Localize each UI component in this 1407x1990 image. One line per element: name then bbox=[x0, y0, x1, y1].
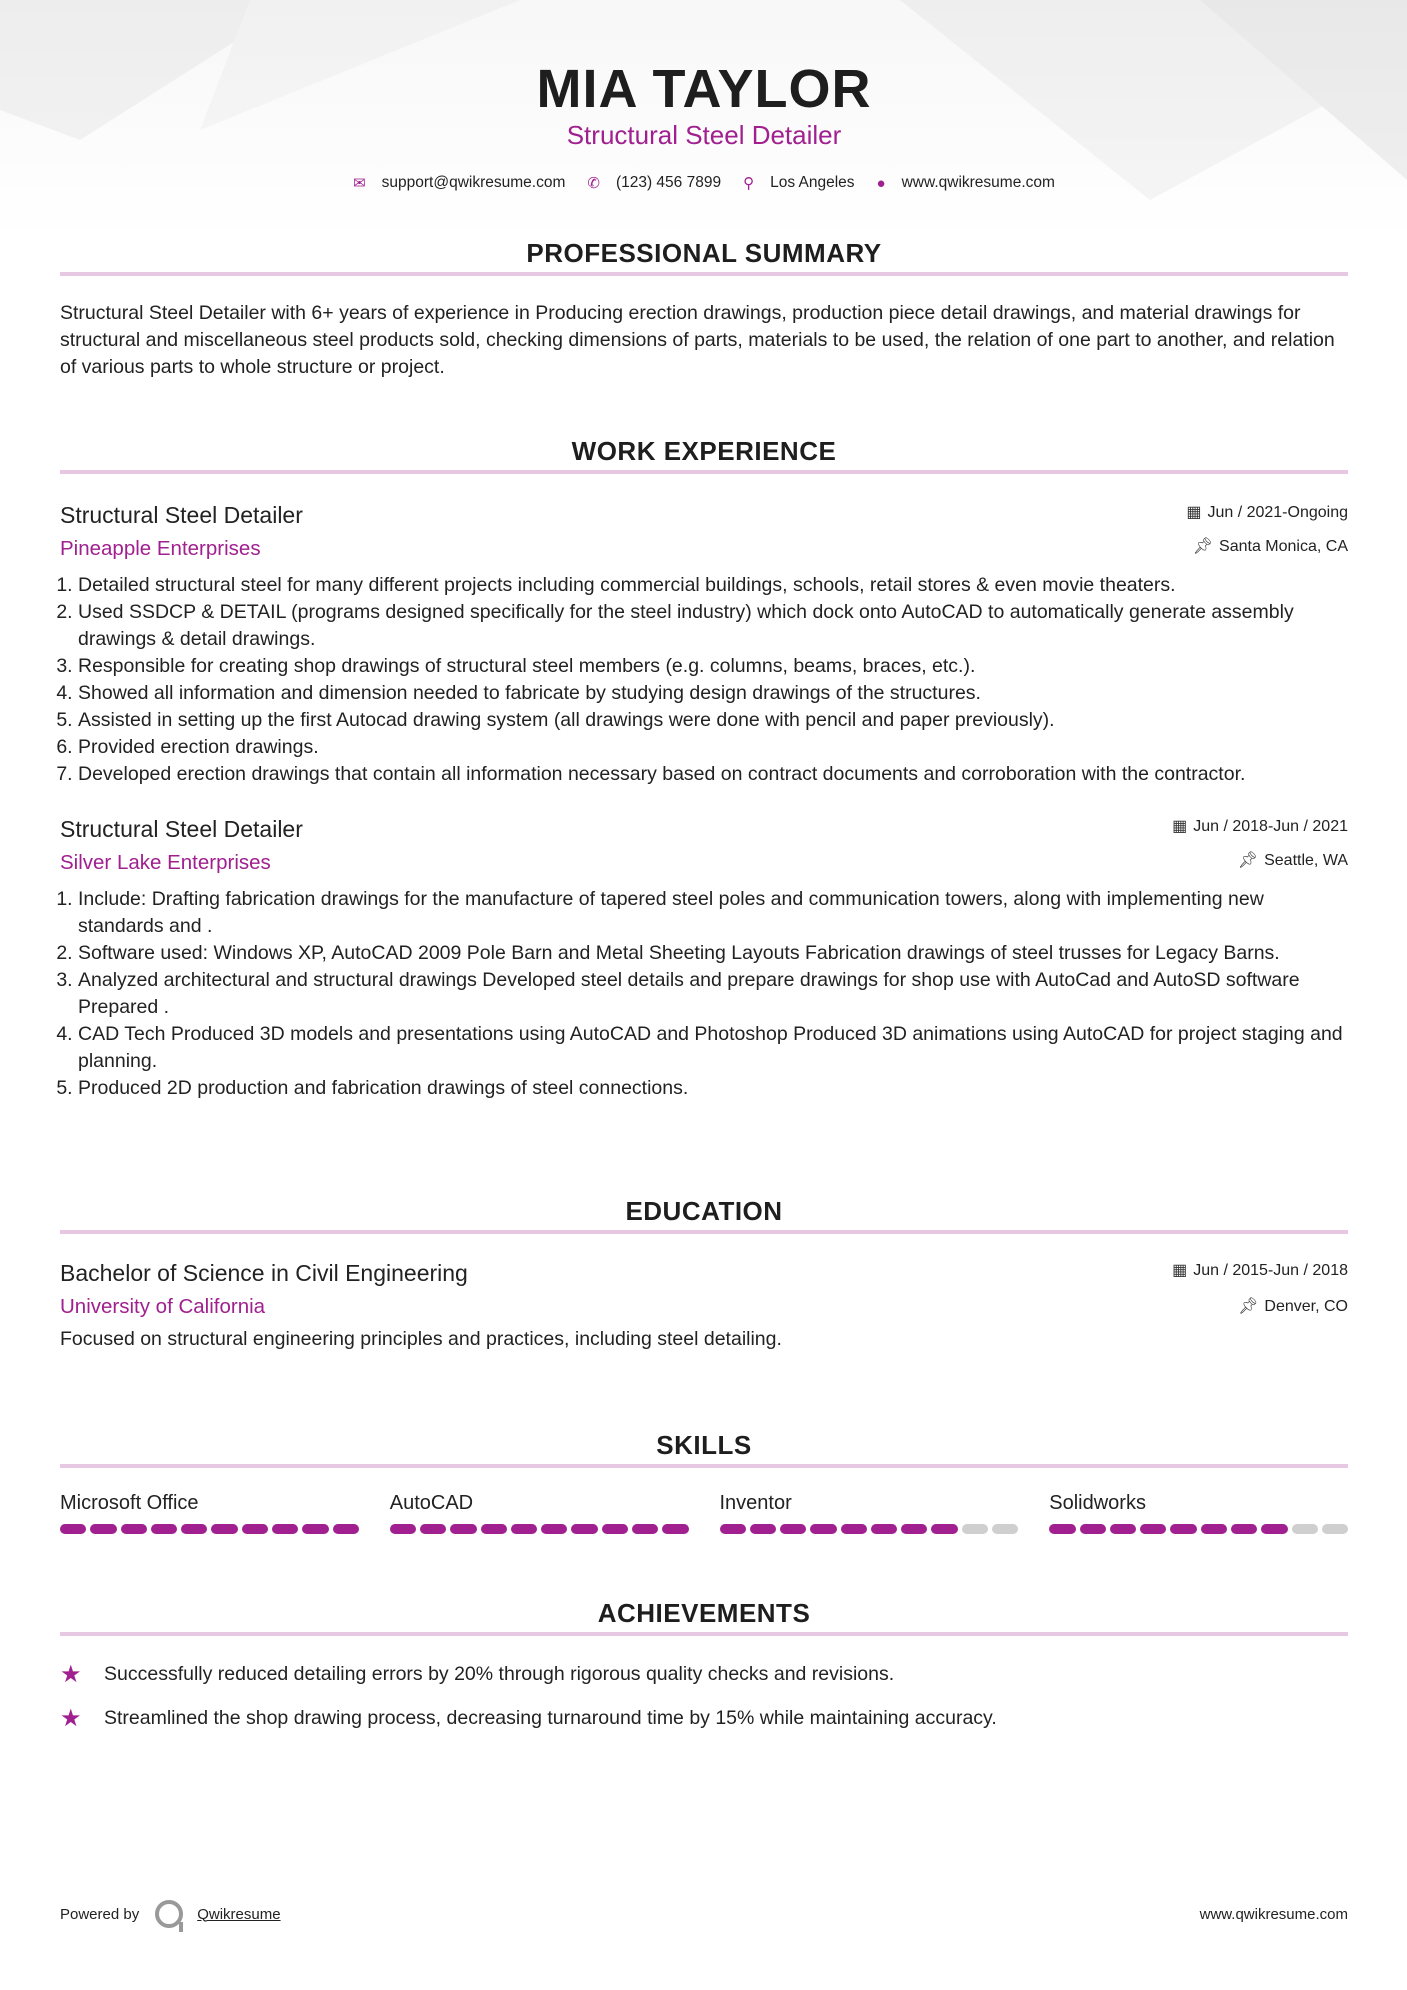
skill-item bbox=[1049, 1486, 1348, 1534]
skill-level-segment bbox=[1201, 1524, 1227, 1534]
skill-level-segment bbox=[750, 1524, 776, 1534]
pin-icon: 📌︎ bbox=[1192, 538, 1214, 555]
experience-section bbox=[60, 436, 1348, 1102]
qwikresume-link[interactable]: Qwikresume bbox=[197, 1905, 281, 1923]
envelope-icon: ✉ bbox=[353, 175, 366, 192]
skill-level-segment bbox=[992, 1524, 1018, 1534]
section-heading: WORK EXPERIENCE bbox=[571, 436, 837, 466]
education-entry bbox=[60, 1256, 1348, 1353]
skill-level-segment bbox=[1170, 1524, 1196, 1534]
job-title: Structural Steel Detailer bbox=[60, 502, 303, 528]
skill-level-segment bbox=[780, 1524, 806, 1534]
section-divider bbox=[60, 1464, 1348, 1468]
star-icon: ★ bbox=[60, 1704, 82, 1732]
list-item: 1. Detailed structural steel for many different projects including commercial buildings, schools, retail stores & even movie theaters. bbox=[78, 572, 1348, 599]
skill-level-bar bbox=[720, 1524, 1019, 1534]
job-date: ▦ Jun / 2021-Ongoing bbox=[1186, 504, 1348, 521]
skill-level-segment bbox=[1261, 1524, 1287, 1534]
list-item: 2. Used SSDCP & DETAIL (programs designed specifically for the steel industry) which dock onto AutoCAD to automatically generate assembly drawings & detail drawings. bbox=[78, 599, 1348, 653]
skill-level-segment bbox=[511, 1524, 537, 1534]
skill-level-segment bbox=[60, 1524, 86, 1534]
contact-website[interactable]: www.qwikresume.com bbox=[901, 174, 1055, 191]
skill-level-segment bbox=[121, 1524, 147, 1534]
skill-level-segment bbox=[211, 1524, 237, 1534]
skill-level-segment bbox=[420, 1524, 446, 1534]
footer-website[interactable]: www.qwikresume.com bbox=[1199, 1905, 1348, 1923]
skill-level-segment bbox=[871, 1524, 897, 1534]
skill-level-segment bbox=[541, 1524, 567, 1534]
achievement-item: ★ Successfully reduced detailing errors by 20% through rigorous quality checks and revisions. bbox=[60, 1660, 895, 1688]
skill-level-segment bbox=[272, 1524, 298, 1534]
job-entry bbox=[60, 812, 1348, 1102]
education-section bbox=[60, 1196, 1348, 1353]
list-item: 1. Include: Drafting fabrication drawings for the manufacture of tapered steel poles and communication towers, along with implementing new standards and . bbox=[78, 886, 1348, 940]
skill-level-segment bbox=[962, 1524, 988, 1534]
skill-level-segment bbox=[302, 1524, 328, 1534]
skill-level-segment bbox=[90, 1524, 116, 1534]
skill-level-segment bbox=[1140, 1524, 1166, 1534]
skill-level-segment bbox=[1231, 1524, 1257, 1534]
phone-icon: ✆ bbox=[587, 175, 600, 192]
skill-level-segment bbox=[810, 1524, 836, 1534]
achievements-section bbox=[60, 1598, 1348, 1740]
skill-level-bar bbox=[390, 1524, 689, 1534]
skill-item bbox=[390, 1486, 689, 1534]
skill-level-bar bbox=[60, 1524, 359, 1534]
skills-section bbox=[60, 1430, 1348, 1534]
skill-level-segment bbox=[390, 1524, 416, 1534]
powered-by-label: Powered by bbox=[60, 1905, 140, 1923]
skill-level-segment bbox=[1049, 1524, 1075, 1534]
list-item: 3. Responsible for creating shop drawings of structural steel members (e.g. columns, beams, braces, etc.). bbox=[78, 653, 1348, 680]
skill-level-segment bbox=[450, 1524, 476, 1534]
list-item: 6. Provided erection drawings. bbox=[78, 734, 1348, 761]
job-company: Pineapple Enterprises bbox=[60, 537, 261, 560]
job-entry bbox=[60, 498, 1348, 788]
education-location: 📌︎ Denver, CO bbox=[1238, 1298, 1348, 1315]
skill-level-segment bbox=[1110, 1524, 1136, 1534]
section-heading: SKILLS bbox=[656, 1430, 752, 1460]
list-item: 4. CAD Tech Produced 3D models and presentations using AutoCAD and Photoshop Produced 3D animations using AutoCAD for project staging and planning. bbox=[78, 1021, 1348, 1075]
candidate-title: Structural Steel Detailer bbox=[566, 120, 842, 150]
skill-item bbox=[720, 1486, 1019, 1534]
job-title: Structural Steel Detailer bbox=[60, 816, 303, 842]
section-heading: PROFESSIONAL SUMMARY bbox=[526, 238, 882, 268]
contact-phone: (123) 456 7899 bbox=[615, 174, 722, 191]
calendar-icon: ▦ bbox=[1172, 818, 1188, 835]
star-icon: ★ bbox=[60, 1660, 82, 1688]
contact-email[interactable]: support@qwikresume.com bbox=[381, 174, 566, 191]
school: University of California bbox=[60, 1295, 266, 1318]
section-divider bbox=[60, 1632, 1348, 1636]
job-company: Silver Lake Enterprises bbox=[60, 851, 271, 874]
job-bullets bbox=[60, 886, 1348, 1102]
job-location: 📌︎ Santa Monica, CA bbox=[1192, 538, 1348, 555]
section-divider bbox=[60, 470, 1348, 474]
candidate-name: MIA TAYLOR bbox=[536, 59, 872, 119]
skill-level-segment bbox=[181, 1524, 207, 1534]
globe-icon: ● bbox=[876, 174, 886, 192]
list-item: 3. Analyzed architectural and structural drawings Developed steel details and prepare drawings for shop use with AutoCad and AutoSD software Prepared . bbox=[78, 967, 1348, 1021]
contact-row bbox=[60, 174, 1348, 192]
section-divider bbox=[60, 272, 1348, 276]
pin-icon: 📌︎ bbox=[1238, 1298, 1259, 1315]
contact-location: Los Angeles bbox=[770, 174, 855, 191]
skill-level-segment bbox=[931, 1524, 957, 1534]
education-description: Focused on structural engineering principles and practices, including steel detailing. bbox=[60, 1328, 782, 1350]
map-pin-icon: ⚲ bbox=[743, 175, 755, 192]
skill-level-segment bbox=[481, 1524, 507, 1534]
skill-level-segment bbox=[841, 1524, 867, 1534]
job-bullets bbox=[60, 572, 1348, 788]
skill-name: Inventor bbox=[719, 1492, 792, 1514]
skill-item bbox=[60, 1486, 359, 1534]
job-date: ▦ Jun / 2018-Jun / 2021 bbox=[1172, 818, 1348, 835]
education-date: ▦ Jun / 2015-Jun / 2018 bbox=[1172, 1262, 1348, 1279]
skill-level-segment bbox=[1292, 1524, 1318, 1534]
list-item: 7. Developed erection drawings that contain all information necessary based on contract documents and corroboration with the contractor. bbox=[78, 761, 1348, 788]
skill-name: Microsoft Office bbox=[60, 1492, 199, 1514]
skill-level-bar bbox=[1049, 1524, 1348, 1534]
skill-level-segment bbox=[333, 1524, 359, 1534]
skill-level-segment bbox=[151, 1524, 177, 1534]
section-heading: ACHIEVEMENTS bbox=[597, 1598, 811, 1628]
summary-section bbox=[60, 238, 1348, 381]
skill-level-segment bbox=[571, 1524, 597, 1534]
degree: Bachelor of Science in Civil Engineering bbox=[60, 1260, 468, 1286]
pin-icon: 📌︎ bbox=[1237, 852, 1259, 869]
section-heading: EDUCATION bbox=[625, 1196, 783, 1226]
skill-name: Solidworks bbox=[1049, 1492, 1146, 1514]
skill-level-segment bbox=[1322, 1524, 1348, 1534]
skill-level-segment bbox=[720, 1524, 746, 1534]
skill-level-segment bbox=[602, 1524, 628, 1534]
list-item: 2. Software used: Windows XP, AutoCAD 2009 Pole Barn and Metal Sheeting Layouts Fabrication drawings of steel trusses for Legacy Barns. bbox=[78, 940, 1348, 967]
list-item: 4. Showed all information and dimension needed to fabricate by studying design drawings of the structures. bbox=[78, 680, 1348, 707]
section-divider bbox=[60, 1230, 1348, 1234]
footer bbox=[60, 1900, 1348, 1928]
job-location: 📌︎ Seattle, WA bbox=[1237, 852, 1348, 869]
list-item: 5. Assisted in setting up the first Autocad drawing system (all drawings were done with pencil and paper previously). bbox=[78, 707, 1348, 734]
skill-level-segment bbox=[242, 1524, 268, 1534]
calendar-icon: ▦ bbox=[1186, 504, 1202, 521]
list-item: 5. Produced 2D production and fabrication drawings of steel connections. bbox=[78, 1075, 1348, 1102]
skill-name: AutoCAD bbox=[389, 1492, 474, 1514]
calendar-icon: ▦ bbox=[1172, 1262, 1188, 1279]
skill-level-segment bbox=[632, 1524, 658, 1534]
skills-list bbox=[60, 1486, 1348, 1534]
skill-level-segment bbox=[662, 1524, 688, 1534]
skill-level-segment bbox=[901, 1524, 927, 1534]
achievement-item: ★ Streamlined the shop drawing process, decreasing turnaround time by 15% while maintaining accuracy. bbox=[60, 1704, 997, 1732]
summary-text: Structural Steel Detailer with 6+ years of experience in Producing erection drawings, production piece detail drawings, and material drawings for structural and miscellaneous steel products sold, checking dimensions of parts, materials to be used, the relation of one part to another, and relation of various parts to whole structure or project. bbox=[60, 302, 1335, 378]
skill-level-segment bbox=[1080, 1524, 1106, 1534]
qwikresume-logo-icon bbox=[155, 1900, 183, 1928]
